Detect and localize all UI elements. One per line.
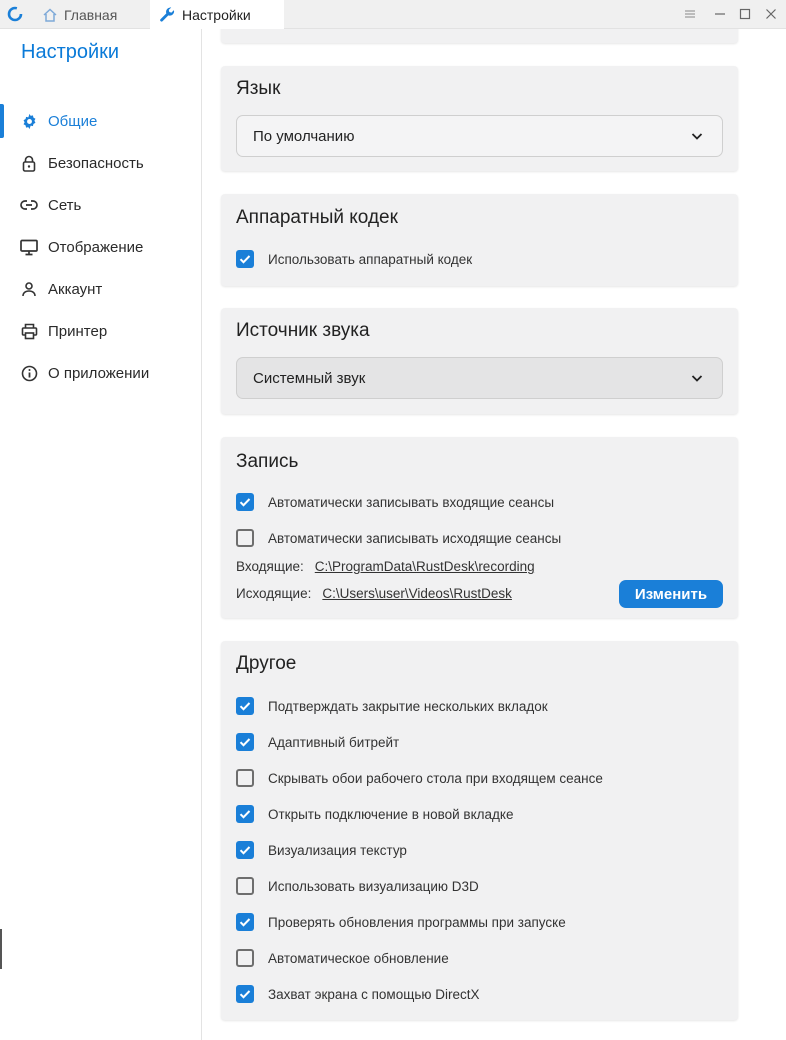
- recording-title: Запись: [236, 451, 299, 472]
- record-incoming-checkbox[interactable]: [236, 491, 554, 513]
- incoming-path-link[interactable]: C:\ProgramData\RustDesk\recording: [314, 559, 535, 574]
- checkbox-checked[interactable]: [236, 841, 254, 859]
- checkbox-label: Открыть подключение в новой вкладке: [268, 806, 514, 822]
- sidebar-item-label: О приложении: [48, 364, 150, 382]
- record-outgoing-checkbox[interactable]: [236, 527, 561, 549]
- checkbox-label: Проверять обновления программы при запуске: [268, 914, 566, 930]
- language-value: По умолчанию: [253, 127, 355, 145]
- outgoing-path-link[interactable]: C:\Users\user\Videos\RustDesk: [322, 586, 512, 601]
- audio-source-value: Системный звук: [253, 369, 366, 387]
- link-icon: [20, 196, 38, 214]
- info-icon: [20, 364, 38, 382]
- sidebar: [0, 29, 202, 1040]
- checkbox-checked[interactable]: [236, 985, 254, 1003]
- checkbox-checked[interactable]: [236, 805, 254, 823]
- checkbox-checked[interactable]: [236, 493, 254, 511]
- checkbox-label: Использовать визуализацию D3D: [268, 878, 479, 894]
- checkbox-unchecked[interactable]: [236, 949, 254, 967]
- audio-source-select[interactable]: [236, 357, 723, 399]
- hw-codec-checkbox[interactable]: [236, 248, 472, 270]
- sidebar-item-printer[interactable]: [0, 310, 201, 352]
- printer-icon: [20, 322, 38, 340]
- sidebar-item-about[interactable]: [0, 352, 201, 394]
- outgoing-path-row: [236, 586, 512, 601]
- checkbox-checked[interactable]: [236, 250, 254, 268]
- previous-card: [221, 29, 738, 43]
- checkbox-unchecked[interactable]: [236, 529, 254, 547]
- chevron-down-icon: [690, 371, 704, 385]
- wrench-icon: [159, 6, 176, 23]
- checkbox-label: Автоматическое обновление: [268, 950, 449, 966]
- menu-icon[interactable]: [683, 7, 697, 21]
- other-card: [221, 641, 738, 1020]
- checkbox-label: Визуализация текстур: [268, 842, 407, 858]
- audio-card: [221, 308, 738, 414]
- sidebar-item-display[interactable]: [0, 226, 201, 268]
- codec-title: Аппаратный кодек: [236, 207, 398, 228]
- close-icon[interactable]: [764, 7, 778, 21]
- sidebar-item-account[interactable]: [0, 268, 201, 310]
- other-title: Другое: [236, 653, 297, 674]
- checkbox-label: Автоматически записывать входящие сеансы: [268, 494, 555, 510]
- sidebar-nav: [0, 100, 201, 394]
- outgoing-path-label: Исходящие:: [236, 586, 312, 601]
- auto-update-checkbox[interactable]: [236, 947, 449, 969]
- incoming-path-label: Входящие:: [236, 559, 304, 574]
- audio-title: Источник звука: [236, 320, 370, 341]
- sidebar-item-label: Отображение: [48, 238, 144, 256]
- checkbox-unchecked[interactable]: [236, 769, 254, 787]
- checkbox-label: Автоматически записывать исходящие сеансы: [268, 530, 562, 546]
- checkbox-checked[interactable]: [236, 913, 254, 931]
- incoming-path-row: [236, 559, 535, 574]
- language-title: Язык: [236, 78, 281, 99]
- language-select[interactable]: [236, 115, 723, 157]
- checkbox-label: Захват экрана с помощью DirectX: [268, 986, 480, 1002]
- gear-icon: [20, 112, 38, 130]
- tab-home-label: Главная: [64, 6, 118, 23]
- sidebar-item-network[interactable]: [0, 184, 201, 226]
- recording-card: [221, 437, 738, 618]
- lock-icon: [20, 154, 38, 172]
- confirm-close-tabs-checkbox[interactable]: [236, 695, 548, 717]
- sidebar-item-label: Принтер: [48, 322, 108, 340]
- open-in-new-tab-checkbox[interactable]: [236, 803, 514, 825]
- language-card: [221, 66, 738, 171]
- title-bar: [0, 0, 786, 29]
- minimize-icon[interactable]: [713, 7, 727, 21]
- checkbox-label: Использовать аппаратный кодек: [268, 251, 473, 267]
- sidebar-item-general[interactable]: [0, 100, 201, 142]
- check-updates-checkbox[interactable]: [236, 911, 566, 933]
- hide-wallpaper-checkbox[interactable]: [236, 767, 603, 789]
- checkbox-label: Подтверждать закрытие нескольких вкладок: [268, 698, 548, 714]
- checkbox-label: Адаптивный битрейт: [268, 734, 400, 750]
- texture-render-checkbox[interactable]: [236, 839, 407, 861]
- settings-content[interactable]: [202, 29, 786, 1040]
- directx-capture-checkbox[interactable]: [236, 983, 480, 1005]
- sidebar-item-security[interactable]: [0, 142, 201, 184]
- maximize-icon[interactable]: [738, 7, 752, 21]
- d3d-render-checkbox[interactable]: [236, 875, 479, 897]
- checkbox-label: Скрывать обои рабочего стола при входящем сеансе: [268, 770, 603, 786]
- adaptive-bitrate-checkbox[interactable]: [236, 731, 399, 753]
- app-logo-icon: [7, 6, 23, 22]
- person-icon: [20, 280, 38, 298]
- home-icon: [42, 7, 58, 23]
- sidebar-item-label: Аккаунт: [48, 280, 103, 298]
- checkbox-checked[interactable]: [236, 733, 254, 751]
- tab-home[interactable]: [42, 0, 117, 29]
- sidebar-title: Настройки: [21, 41, 120, 63]
- monitor-icon: [20, 238, 38, 256]
- sidebar-item-label: Сеть: [48, 196, 82, 214]
- chevron-down-icon: [690, 129, 704, 143]
- codec-card: [221, 194, 738, 286]
- tab-settings[interactable]: [150, 0, 284, 29]
- checkbox-unchecked[interactable]: [236, 877, 254, 895]
- window-edge: [0, 929, 2, 969]
- checkbox-checked[interactable]: [236, 697, 254, 715]
- sidebar-item-label: Общие: [48, 112, 98, 130]
- tab-settings-label: Настройки: [182, 6, 251, 23]
- change-path-button[interactable]: Изменить: [619, 580, 723, 608]
- sidebar-item-label: Безопасность: [48, 154, 144, 172]
